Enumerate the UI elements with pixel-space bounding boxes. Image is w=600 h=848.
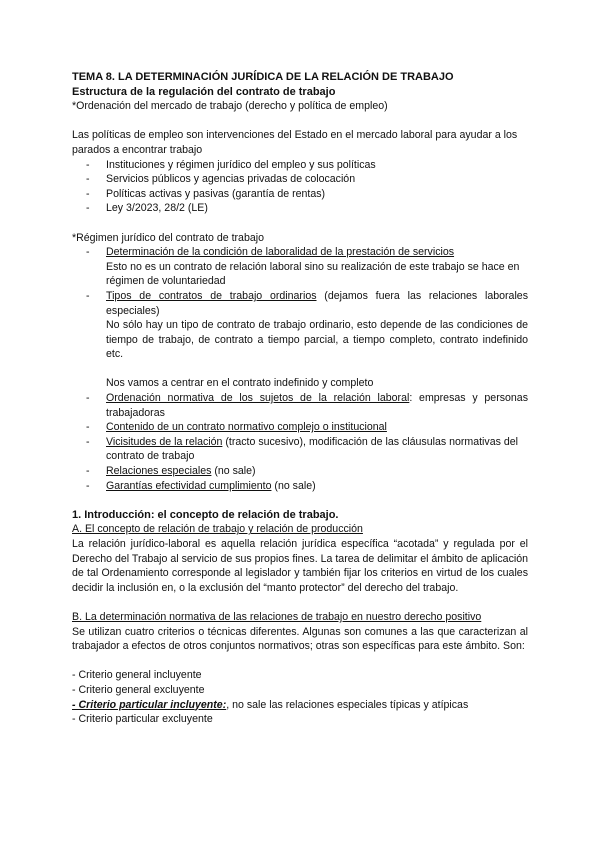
- list-item: [86, 420, 528, 435]
- document-title: TEMA 8. LA DETERMINACIÓN JURÍDICA DE LA RELACIÓN DE TRABAJO: [72, 71, 454, 83]
- regimen-item-title: Determinación de la condición de laboralidad de la prestación de servicios: [106, 246, 455, 259]
- list-item: [86, 464, 528, 479]
- ordenacion-heading: *Ordenación del mercado de trabajo (derecho y política de empleo): [72, 100, 388, 113]
- criterio-particular-incluyente-label: - Criterio particular incluyente:: [72, 698, 227, 711]
- list-item: [86, 245, 528, 289]
- list-item: - Instituciones y régimen jurídico del empleo y sus políticas: [86, 158, 528, 173]
- section1b-text: Se utilizan cuatro criterios o técnicas diferentes. Algunas son comunes a las que caracterizan al trabajador a efectos de otros conjuntos normativos; otras son específicas para este ámbito. Son:: [72, 625, 528, 653]
- politicas-list: [72, 158, 528, 216]
- regimen-list: [72, 245, 528, 493]
- regimen-item-rest: (tracto sucesivo), modificación de las cláusulas normativas del contrato de trabajo: [106, 435, 518, 463]
- list-item: - Servicios públicos y agencias privadas de colocación: [86, 172, 528, 187]
- criterio-general-excluyente: - Criterio general excluyente: [72, 683, 205, 696]
- list-item: [86, 391, 528, 420]
- section1-heading: 1. Introducción: el concepto de relación de trabajo.: [72, 508, 339, 521]
- document-subtitle: Estructura de la regulación del contrato de trabajo: [72, 85, 336, 98]
- list-item: - Políticas activas y pasivas (garantía de rentas): [86, 187, 528, 202]
- regimen-item-title: Contenido de un contrato normativo complejo o institucional: [106, 421, 387, 434]
- regimen-heading: *Régimen jurídico del contrato de trabajo: [72, 231, 264, 244]
- regimen-item-desc: Esto no es un contrato de relación laboral sino su realización de este trabajo se hace en régimen de voluntariedad: [106, 260, 520, 288]
- document-page: [72, 70, 528, 727]
- politicas-intro: Las políticas de empleo son intervenciones del Estado en el mercado laboral para ayudar a los parados a encontrar trabajo: [72, 129, 518, 156]
- regimen-item-desc: No sólo hay un tipo de contrato de trabajo ordinario, esto depende de las condiciones de tiempo de trabajo, de contrato a tiempo parcial, a tiempo completo, contrato indefinido etc.: [106, 319, 528, 361]
- section1a-heading: A. El concepto de relación de trabajo y relación de producción: [72, 523, 363, 536]
- regimen-item-title: Vicisitudes de la relación: [106, 435, 223, 448]
- section1a-text: La relación jurídico-laboral es aquella relación jurídica específica “acotada” y regulada por el Derecho del Trabajo al servicio de sus propios fines. La tarea de delimitar el ámbito de aplicación de tal Ordenamiento corresponde al legislador y también fijar los criterios en virtud de los cuales decidir la inclusión en, o la exclusión del “manto protector” del derecho del trabajo.: [72, 538, 528, 594]
- list-item: - Ley 3/2023, 28/2 (LE): [86, 201, 528, 216]
- regimen-item-title: Relaciones especiales: [106, 465, 212, 478]
- regimen-item-rest: : empresas y personas trabajadoras: [106, 392, 528, 419]
- criterio-general-incluyente: - Criterio general incluyente: [72, 669, 202, 682]
- list-item: [86, 479, 528, 494]
- regimen-item-title: Ordenación normativa de los sujetos de la relación laboral: [106, 392, 410, 405]
- list-item: [86, 289, 528, 391]
- regimen-item-rest: (no sale): [211, 465, 256, 478]
- regimen-item-rest: (dejamos fuera las relaciones laborales especiales): [106, 289, 528, 317]
- criterio-particular-excluyente: - Criterio particular excluyente: [72, 713, 213, 726]
- list-item: [86, 435, 528, 464]
- regimen-item-note: Nos vamos a centrar en el contrato indefinido y completo: [106, 377, 374, 390]
- regimen-item-title: Tipos de contratos de trabajo ordinarios: [106, 289, 317, 302]
- section1b-heading: B. La determinación normativa de las relaciones de trabajo en nuestro derecho positivo: [72, 610, 482, 623]
- criterio-particular-incluyente: [72, 698, 528, 713]
- regimen-item-title: Garantías efectividad cumplimiento: [106, 479, 272, 492]
- criterio-particular-incluyente-rest: , no sale las relaciones especiales típicas y atípicas: [226, 698, 469, 711]
- regimen-item-rest: (no sale): [271, 479, 316, 492]
